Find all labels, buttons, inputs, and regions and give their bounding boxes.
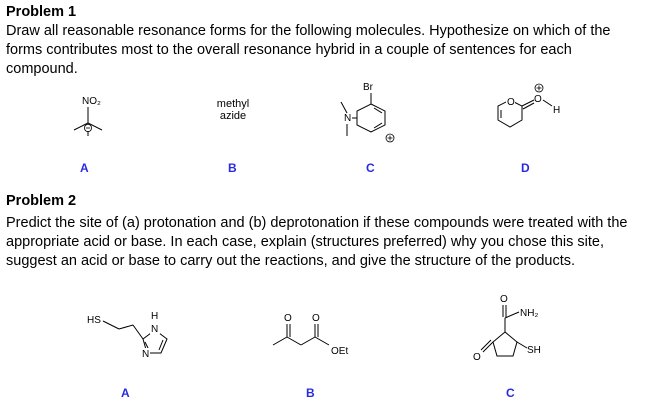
p1-molecule-d [490,80,580,140]
p1-label-c: C [366,161,375,175]
problem-1-text: Draw all reasonable resonance forms for the following molecules. Hypothesize on which of the forms contributes most to the overall resonance hybrid in a couple of sentences for each compound. [6,23,611,77]
p1-d-oxonium-o-label: O [534,94,542,105]
p1-c-br-label: Br [363,82,373,93]
p1-label-a: A [80,161,89,175]
p2-label-c: C [506,386,515,400]
p1-c-n-label: N [344,113,352,124]
p2-c-o2-label: O [473,352,481,363]
p2-molecule-c [455,290,565,375]
p2-b-oet-label: OEt [331,346,349,357]
p1-label-d: D [521,161,530,175]
p1-b-line1: methyl [216,98,250,110]
p1-d-ring-o-label: O [507,97,515,108]
p2-molecule-b [265,305,375,360]
p2-label-a: A [121,386,130,400]
p2-a-n1-label: N [151,324,159,335]
p2-a-h-label: H [151,311,159,322]
problem-2-text: Predict the site of (a) protonation and (b) deprotonation if these compounds were treated with the appropriate acid or base. In each case, explain (structures preferred) why you chose this site, suggest an acid or base to carry out the reactions, and give the structure of the products. [6,215,628,269]
p1-label-b: B [228,161,237,175]
p2-molecule-a [85,305,185,365]
p1-d-h-label: H [553,105,561,116]
p1-molecule-b [210,98,256,122]
p2-c-o1-label: O [500,294,508,305]
p2-c-nh2-label: NH₂ [520,308,539,319]
p2-b-o1-label: O [284,313,292,324]
p2-a-hs-label: HS [87,315,101,326]
p1-b-line2: azide [219,110,247,122]
p1-a-no2-label: NO₂ [82,96,101,107]
p2-label-b: B [306,386,315,400]
p2-a-n2-label: N [142,349,150,360]
p2-b-o2-label: O [312,313,320,324]
p2-c-sh-label: SH [527,345,541,356]
problem-2-heading: Problem 2 [6,193,77,209]
problem-1-heading: Problem 1 [6,4,77,20]
p1-molecule-a [60,90,120,145]
p1-molecule-c [335,80,415,150]
